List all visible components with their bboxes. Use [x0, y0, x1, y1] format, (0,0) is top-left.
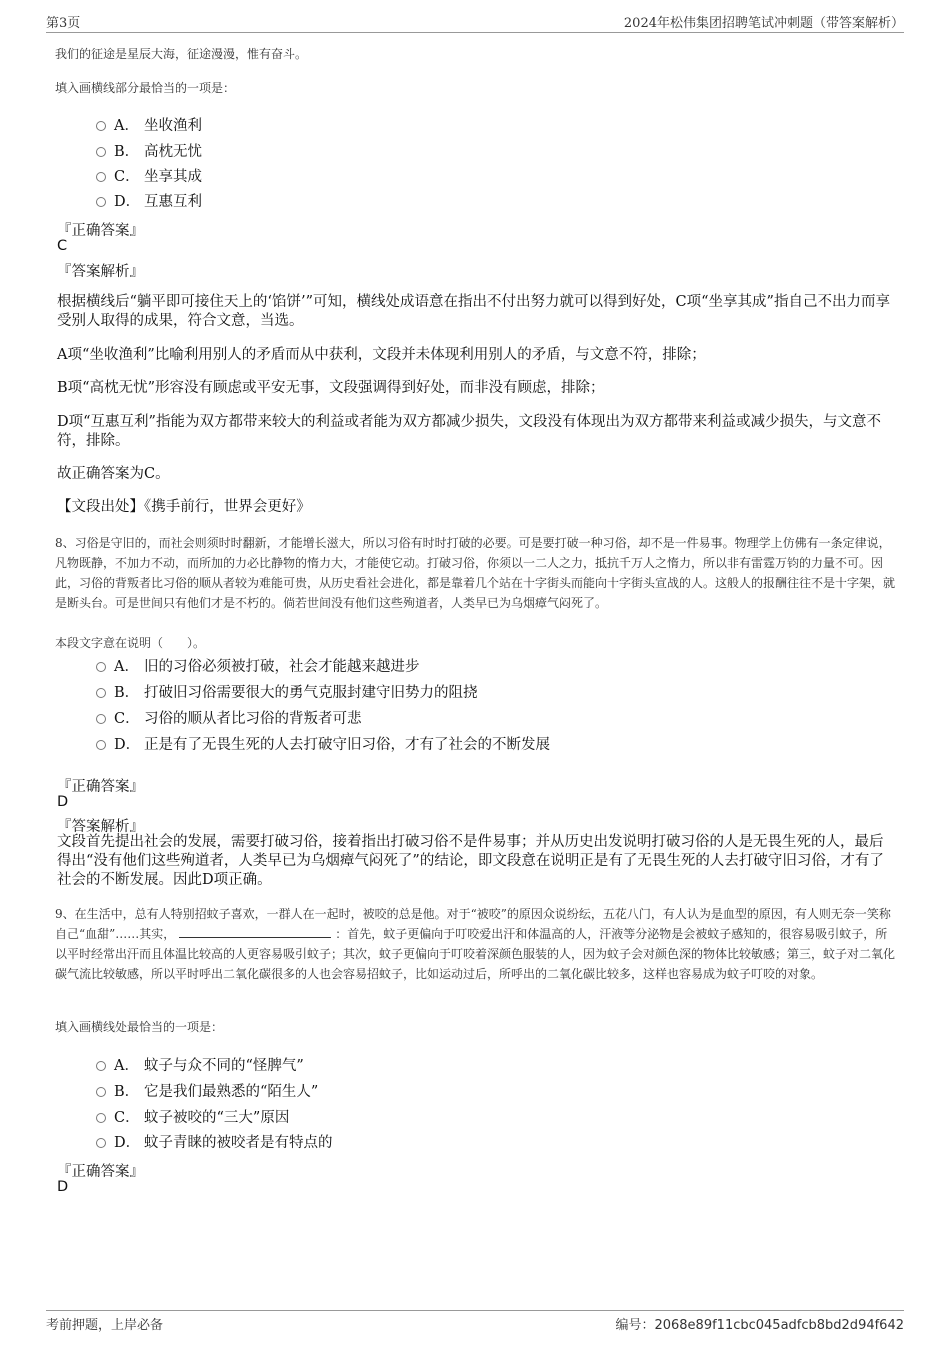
radio-icon[interactable] — [96, 1061, 106, 1071]
option-text: 蚊子青睐的被咬者是有特点的 — [144, 1134, 333, 1151]
q7-analysis-3: B项“高枕无忧”形容没有顾虑或平安无事，文段强调得到好处，而非没有顾虑，排除； — [57, 380, 605, 396]
option-text: 它是我们最熟悉的“陌生人” — [144, 1083, 319, 1100]
q9-stem-b: ：首先，蚊子更偏向于叮咬爱出汗和体温高的人，汗液等分泌物是会被蚊子感知的，很容易吸引蚊子，所以平时经常出汗而且体温比较高的人更容易吸引蚊子；其次，蚊子更偏向于叮咬着深颜色服装的人，因为蚊子会对颜色深的物体比较敏感；第三，蚊子对二氧化碳气流比较敏感，所以平时呼出二氧化碳很多的人也会容易招蚊子，比如运动过后，所呼出的二氧化碳比较多，这样也容易成为蚊子叮咬的对象。 — [55, 927, 896, 981]
option-letter: B． — [114, 684, 140, 701]
radio-icon[interactable] — [96, 714, 106, 724]
q7-option-b[interactable] — [96, 140, 202, 160]
q7-source: 【文段出处】《携手前行，世界会更好》 — [57, 499, 311, 515]
code-label: 编号： — [615, 1318, 655, 1333]
footer-code — [615, 1314, 904, 1333]
option-letter: C． — [114, 710, 140, 727]
q7-analysis-4: D项“互惠互利”指能为双方都带来较大的利益或者能为双方都减少损失，文段没有体现出为双方都带来利益或减少损失，与文意不符，排除。 — [57, 414, 881, 449]
footer-divider — [46, 1310, 904, 1311]
option-text: 坐享其成 — [144, 168, 202, 185]
q9-stem-a: 9、在生活中，总有人特别招蚊子喜欢，一群人在一起时，被咬的总是他。对于“被咬”的原因众说纷纭，五花八门，有人认为是血型的原因，有人则无奈一笑称自己“血甜”……其实， — [55, 907, 891, 941]
option-text: 坐收渔利 — [144, 117, 202, 134]
radio-icon[interactable] — [96, 172, 106, 182]
option-text: 打破旧习俗需要很大的勇气克服封建守旧势力的阻挠 — [144, 684, 478, 701]
q7-option-a[interactable] — [96, 114, 202, 134]
q8-prompt: 本段文字意在说明（ ）。 — [55, 636, 206, 650]
q9-answer: D — [57, 1179, 69, 1195]
code-value: 2068e89f11cbc045adfcb8bd2d94f642 — [654, 1318, 904, 1333]
option-text: 习俗的顺从者比习俗的背叛者可悲 — [144, 710, 362, 727]
option-letter: C． — [114, 168, 140, 185]
option-text: 高枕无忧 — [144, 143, 202, 160]
q9-option-b[interactable] — [96, 1080, 318, 1100]
q9-option-c[interactable] — [96, 1106, 289, 1126]
q8-analysis: 文段首先提出社会的发展，需要打破习俗，接着指出打破习俗不是件易事；并从历史出发说明打破习俗的人是无畏生死的人，最后得出“没有他们这些殉道者，人类早已为乌烟瘴气闷死了”的结论，即文段意在说明正是有了无畏生死的人去打破守旧习俗，才有了社会的不断发展。因此D项正确。 — [57, 834, 884, 888]
option-text: 旧的习俗必须被打破，社会才能越来越进步 — [144, 658, 420, 675]
option-letter: A． — [114, 1057, 139, 1074]
option-text: 正是有了无畏生死的人去打破守旧习俗，才有了社会的不断发展 — [144, 736, 550, 753]
q9-answer-label: 『正确答案』 — [57, 1164, 144, 1180]
radio-icon[interactable] — [96, 688, 106, 698]
radio-icon[interactable] — [96, 740, 106, 750]
q7-prompt: 填入画横线部分最恰当的一项是： — [55, 81, 236, 95]
q8-option-d[interactable] — [96, 733, 550, 753]
q8-analysis-label: 『答案解析』 — [57, 819, 144, 835]
q7-answer-label: 『正确答案』 — [57, 223, 144, 239]
option-letter: B． — [114, 143, 140, 160]
header-divider — [46, 32, 904, 33]
q7-analysis-1: 根据横线后“躺平即可接住天上的‘馅饼’”可知，横线处成语意在指出不付出努力就可以得到好处，C项“坐享其成”指自己不出力而享受别人取得的成果，符合文意，当选。 — [57, 294, 890, 329]
radio-icon[interactable] — [96, 1087, 106, 1097]
q8-option-c[interactable] — [96, 707, 362, 727]
radio-icon[interactable] — [96, 147, 106, 157]
radio-icon[interactable] — [96, 662, 106, 672]
q7-answer: C — [57, 238, 68, 254]
radio-icon[interactable] — [96, 1113, 106, 1123]
option-text: 蚊子被咬的“三大”原因 — [144, 1109, 290, 1126]
option-letter: D． — [114, 1134, 141, 1151]
option-letter: A． — [114, 658, 139, 675]
option-letter: C． — [114, 1109, 140, 1126]
q8-option-a[interactable] — [96, 655, 420, 675]
q9-prompt: 填入画横线处最恰当的一项是： — [55, 1020, 224, 1034]
footer-slogan: 考前押题，上岸必备 — [46, 1318, 164, 1333]
q8-option-b[interactable] — [96, 681, 478, 701]
radio-icon[interactable] — [96, 1138, 106, 1148]
option-text: 互惠互利 — [144, 193, 202, 210]
option-letter: A． — [114, 117, 139, 134]
radio-icon[interactable] — [96, 197, 106, 207]
q8-answer: D — [57, 794, 69, 810]
option-text: 蚊子与众不同的“怪脾气” — [144, 1057, 304, 1074]
q7-analysis-label: 『答案解析』 — [57, 264, 144, 280]
document-title: 2024年松伟集团招聘笔试冲刺题（带答案解析） — [623, 16, 904, 31]
radio-icon[interactable] — [96, 121, 106, 131]
q8-answer-label: 『正确答案』 — [57, 779, 144, 795]
q7-option-d[interactable] — [96, 190, 202, 210]
q7-stem-tail: 我们的征途是星辰大海，征途漫漫，惟有奋斗。 — [55, 47, 308, 61]
option-letter: D． — [114, 736, 141, 753]
q9-stem — [55, 904, 895, 984]
page-number: 第3页 — [46, 16, 81, 31]
option-letter: B． — [114, 1083, 140, 1100]
q7-analysis-2: A项“坐收渔利”比喻利用别人的矛盾而从中获利，文段并未体现利用别人的矛盾，与文意不符，排除； — [57, 347, 706, 363]
q8-stem: 8、习俗是守旧的，而社会则须时时翻新，才能增长滋大，所以习俗有时时打破的必要。可是要打破一种习俗，却不是一件易事。物理学上仿佛有一条定律说，凡物既静，不加力不动，而所加的力必比静物的惰力大，才能使它动。打破习俗，你须以一二人之力，抵抗千万人之惰力，所以非有雷霆万钧的力量不可。因此，习俗的背叛者比习俗的顺从者较为难能可贵，从历史看社会进化，都是靠着几个站在十字街头而能向十字街头宣战的人。这般人的报酬往往不是十字架，就是断头台。可是世间只有他们才是不朽的。倘若世间没有他们这些殉道者，人类早已为乌烟瘴气闷死了。 — [55, 536, 896, 610]
option-letter: D． — [114, 193, 141, 210]
fill-blank — [179, 926, 331, 938]
q7-analysis-5: 故正确答案为C。 — [57, 466, 170, 482]
q9-option-d[interactable] — [96, 1131, 333, 1151]
q7-option-c[interactable] — [96, 165, 202, 185]
q9-option-a[interactable] — [96, 1054, 304, 1074]
